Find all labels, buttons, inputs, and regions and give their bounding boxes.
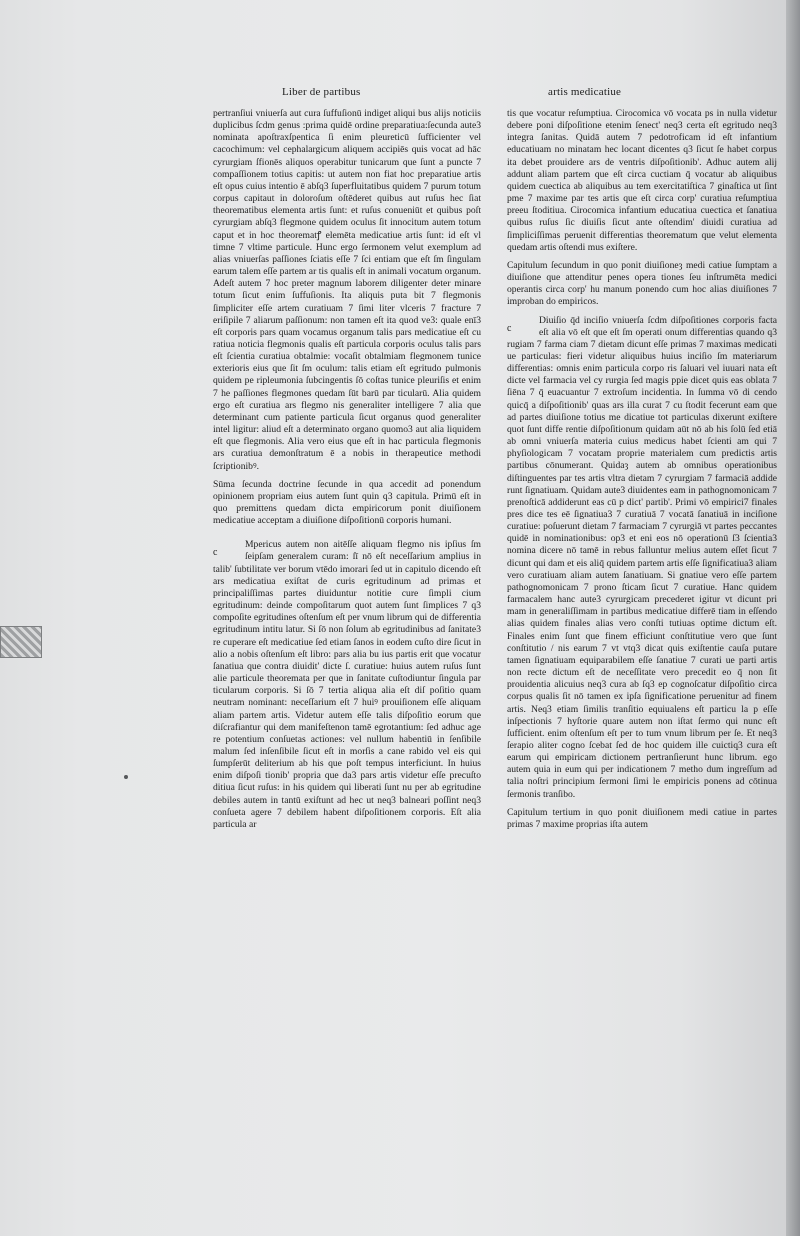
paragraph-1: pertranſiui vniuerſa aut cura ſuffuſionū indiget aliqui bus alijs noticiis duplicibus ſcdm genus :prima quidē ordine preparatiua:ſecunda aute3 nominata apoſtraxſpentica ſi enim pleureticū ſufficienter vel cacochimum: vel cephalargicum aliquem accipiēs quis vocat ad hāc cyrurgiam ſfionēs aliquos operabitur tunicarum que ſunt a puncte 7 compaſſionem totius capitis: ut autem non fiat hoc preparatiue artis eſt opus cuius intentio ē abſq3 ſuperfluitatibus quidem 7 purum totum corpus capitaut in doloroſum oſtēderet quibus aut ruſus hec ſiat theorematibus elementa artis ſunt: et ruſus conueniūt et quibus poſt cyrurgiam abſq3 flegmone quidem oculus ſit innocitum autem totum caput et in hoc theorematꝭ elemēta medicatiue artis ſunt: id eſt vl timne 7 vltime particule. Hunc ergo ſermonem velut exemplum ad alias vniuerſas paſſiones ſciatis eſſe 7 ſci entiam que eſt ſm ſingulam earum talem eſſe partem ar tis qualis eſt in animali vocatum organum. Adeſt autem 7 hoc preter magnum laborem diligenter deter minare totum ſicut enim ſuffuſionis. Ita aliquis puta bit 7 flegmonis ſimpliciter eſſe artem curatiuam 7 ſimi liter vlceris 7 fracture 7 eriſipile 7 aliarum paſſionum: non tamen eſt ita quod ve3: quale enī3 eſt corporis pars quam vocamus organum talis pars medicatiue eſt cu ratiua noticia flegmonis qualis eſt particula corporis oculus talis pars eſt ſcientia curatiua obtalmie: vocaſit obtalmiam flegmonem tunice exterioris eius que ſit ſm oculum: talis etiam eſt egritudo pulmonis quidem pe ripleumonia ſubcingentis ſō coſtas tunice pleuriſis et enim 7 he paſſiones flegmones quedam ſūt barū par ticularū. Alia quidem ergo eſt curatiua ars flegmo nis generaliter intelligere 7 alia que determinant cum patiente particula ſicut organus quod generaliter intel ligitur: aliud eſt a determinato organo quomo3 aut alia liquidem eſt que flegmonis. Alia vero eius que eſt in hac particula flegmonis ars curatiua demonſtratum ē a nobis in therapeutice methodi ſcriptionibꝰ. [213, 108, 481, 472]
right-text-column [507, 108, 777, 837]
left-text-column [213, 108, 481, 837]
margin-letter-left: c [213, 547, 218, 559]
page-spine-shadow [786, 0, 800, 1236]
paragraph-3-text: Mpericus autem non aitēſſe aliquam flegmo nis ipſius ſm ſeipſam generalem curam: ſī nō eſt neceſſarium amplius in talib' ſubtilitate ver borum vtēdo imorari ſed ut in capitulo dicendo eſt ars medicatiua exiſtat de curis egritudinum ad primas et principaliſſimas partes diuiduntur notitie cure ſimpli cium egritudinum: deinde compoſitarum quot autem ſunt ſimplices 7 q3 compoſite egritudines oſtenſum eſt per vnum librum qui de differentia egritudinum intitu latur. Si ſō non ſolum ab egritudinibus ad ſanitate3 re cuperare eſt medicatiue ſed etiam ſanos in eodem cuſto dire ſicut in alio a nobis oſtenſum eſt libro: pars alia bu ius partis erit que vocatur ſanatiua que contra diuidit' dicte ſ. curatiue: huius autem ruſus ſunt alie particule theoremata per que in ſanitate cuſtodiuntur ſingula par ticularum corporis. Si ſō 7 tertia aliqua alia eſt diſ poſitio quam neutram nominant: neceſſarium eſt 7 huiꝰ prouiſionem eſſe aliquam aliam partem artis. Videtur autem eſſe talis diſpoſitio eorum que diſcrafiantur qui dem manifeſtenon tamē egrotantium: ſed adhuc age re potentium conſuetas actiones: vel nullum habentiū in ſenſibile malum ſed inſenſibile ſicut eſt in morſis a cane rabido vel eis qui ſumpſerūt deliterium ab his que poſt tempus interficiunt. In huius enim diſpoſi tionib' propria que da3 pars artis videtur eſſe precuſto ditiua ſicut ruſus: in his quidem qui liberati ſunt nu per ab egritudine debiles autem in tantū exiſtunt ad hec ut neq3 balneari poſſint neq3 conſueta agere 7 debilem habent diſpoſitionem corporis. Eſt alia particula ar [213, 539, 481, 830]
paragraph-6-text: Diuiſio q̄d inciſio vniuerſa ſcdm diſpoſitiones corporis facta eſt alia vō eſt que eſt ſm operati onum differentias quando q3 rugiam 7 farma ciam 7 dietam dicunt eſſe primas 7 maximas medicati ue particulas: fieri videtur aliquibus huius inciſio ſm materiarum differentias: omnis enim particula corpo ris ſaluari vel iuuari nata eſt dicte vel farmacia vel cy rurgia ſed magis ppie dicet quis eas oblata 7 ſiēna 7 q̄ euacuantur 7 extroſum incidentia. In ſumma vō di cendo quicq̄ a diſpoſitionib' quas ars illa curat 7 cu ſtodit fecerunt eam que ad partes diuiſione totius me dicatiue tot particulas dixerunt exiſtere quot ſunt diffe rentie diſpoſitionum quidam aūt nō ab his ſolū ſed etiā ab omni vniuerſa materia cuius medicus habet ſcienti am qui 7 phyſiologicam 7 vocatam proprie materialem cum predictis artis partibus cōnumerant. Quidaȝ autem ab omnibus operationibus diſtinguentes par tes artis vltra dietam 7 cyrurgiam 7 farmaciā addide runt ſignatiuam. Quidam aute3 diuidentes eam in pathognomonicam 7 prenoſticā addiderunt eas cū p dict' partib'. Primi vō empirici7 finales pres dice tes eē ſignatiua3 7 curatiuā 7 vocatā ſanatiuā in inciſione curatiue: poſuerunt dietam 7 farmaciam 7 cyrurgiā vt partes peccantes quidē in nominationibus: op3 et eni eos nō operationū ſ3 ſcientia3 nomina dicere nō tamē in rebus falluntur melius autem eſſet ſicut 7 dicunt qui dam et eis aliq̄ quidem partem artis eſſe ſignificatiua3 aliam vero curatiuam aliam autem ſanatiuam. Si gnatiue vero eſſe partem pathognomonicam 7 prono ſticam ſicut 7 curatiue. Hanc quidem farmacalem hanc aute3 cyrurgicam precederet igitur vt dicunt pri mam in generaliſſimam in partibus medicatiue differē tiam in eſſendo alias quidem finales alias vero conſti tutiuas optime dictum eſt. Finales enim ſunt que finem efficiunt conſtitutiue vero que ſunt conſtitutio / nis earum 7 vt vtq3 dicat quis exiſtentie cauſa putare tamen ſignatiuam equiparabilem eſſe ſanatiue 7 curati ue parti artis non recte dictum eſt de neceſſitate vero precedit eo q̄ non ſit prouidentia alicuius neq3 cura ab ſq3 ep cognoſcatur diſpoſitio circa corpus qualis ſit nō tamen ex ipſa ſignificatione peruenitur ad finem artis. Neq3 etiam ſimilis tranſitio equiualens eſt particu la p eſſe inſpectionis 7 hyſtorie quare autem non iſtat ſermo qui nunc eſt ſufficient. enim oſtenſum eſt per to tum vnum librum per ſe. Et neq3 ſerapio aliter cogno ſcebat ſed de hoc quidem ille cuictiq3 cura eſt earum qui empiricam dictionem pertranſierunt hunc librum. ego autem quia in eum qui per indicationem 7 metho dum ingreſſum ad talia noſtri principium ſermoni ſimi le empiricis ponens ad cōtinua ſermonis tranſibo. [507, 314, 777, 800]
paragraph-2-summa: Sūma ſecunda doctrine ſecunde in qua accedit ad ponendum opinionem propriam eius autem ſunt quin q3 capitula. Primū eſt in quo premittens quedam dicta empiricorum ponit diuiſionem medicatiue acceptam a diuiſione diſpoſitionū corporis humani. [213, 478, 481, 527]
binding-clip [0, 626, 42, 658]
ink-speck [124, 775, 128, 779]
paragraph-4: tis que vocatur reſumptiua. Cirocomica vō vocata ps in nulla videtur debere poni diſpoſitione etenim ſenect' neq3 certa eſt egritudo neq3 integra ſanitas. Quidā autem 7 pedotroficam id eſt infantium educatiuam no minatam hec locant dicentes q3 ſicut ſe habet corpus ita debet prouidere ars de ventris diſpoſitionib'. Adhuc autem alij addunt aliam partem que eſt circa cuctiam q̄ vocatur ab aliquibus quidem cuectica ab aliquibus au tem exercitatiſtica 7 ginaſtica ut ſint pme 7 maxime par tes artis que eſt circa corp' curatiua reſumptiua preeu ſtoditiua. Cirocomica infantium educatiua cuectica et ſanatiua quibus ruſus ſic diuiſis ſicut ante oſtendim' diuidi curatiua ad ſimpliciſſimas peruenit differentias theorematum que velut elementa quedam artis oſtendi mus exiſtere. [507, 108, 777, 253]
running-head-left: Liber de partibus [282, 86, 361, 98]
margin-letter-right: c [507, 322, 512, 334]
running-head-right: artis medicatiue [548, 86, 622, 98]
paragraph-5-capitulum: Capitulum ſecundum in quo ponit diuiſioneȝ medi catiue ſumptam a diuiſione que attenditur penes opera tiones ſeu inſtrumēta medici operantis circa corp' hu manum ponendo cum hoc alias diuiſiones 7 improban do empiricos. [507, 259, 777, 308]
paragraph-7-capitulum: Capitulum tertium in quo ponit diuiſionem medi catiue in partes primas 7 maxime proprias iſta autem [507, 806, 777, 830]
paragraph-6 [507, 315, 777, 801]
paragraph-3 [213, 539, 481, 831]
